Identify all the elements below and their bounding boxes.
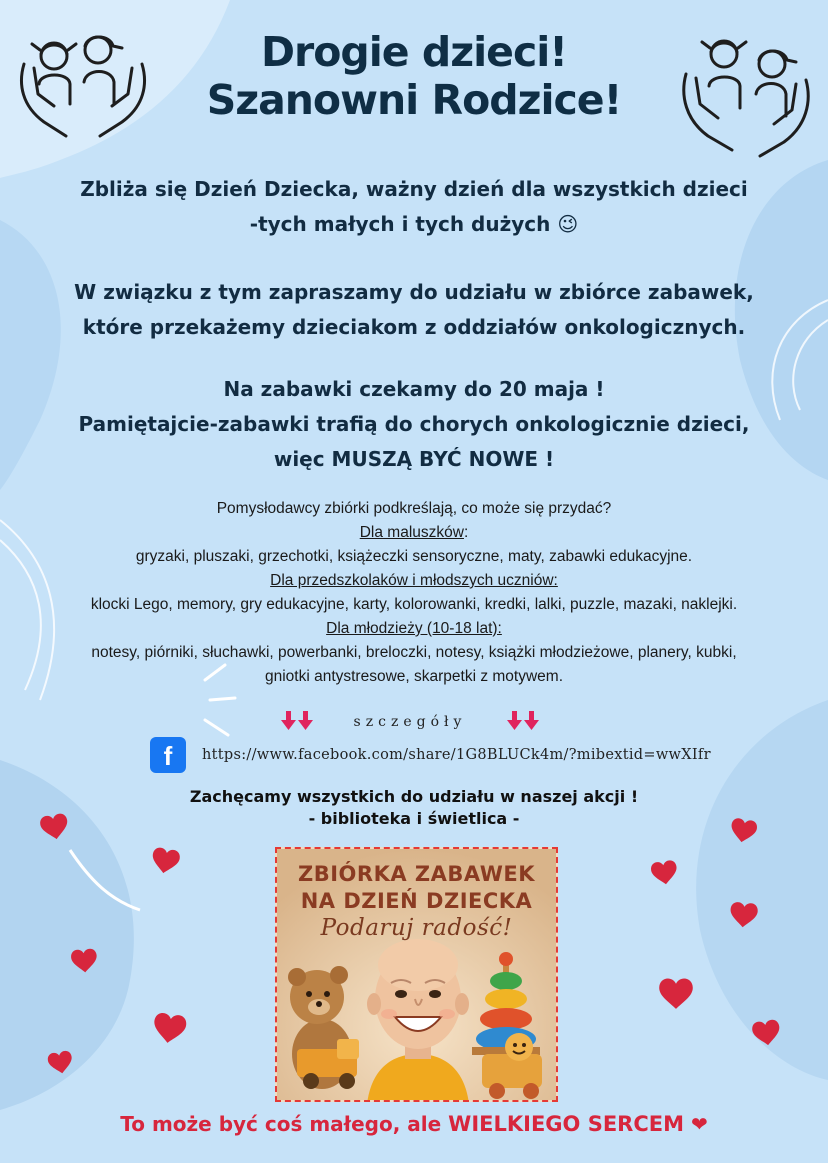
details-label: szczegóły (353, 714, 467, 730)
group-items-preschool: klocki Lego, memory, gry edukacyjne, karty, kolorowanki, kredki, lalki, puzzle, mazaki, naklejki. (90, 596, 738, 613)
wink-emoji-icon: 😉 (557, 212, 579, 236)
poster-heading (277, 861, 556, 942)
invite-paragraph (30, 275, 798, 345)
suggestions-intro: Pomysłodawcy zbiórki podkreślają, co może się przydać? (216, 500, 612, 517)
deadline-line-2: Pamiętajcie-zabawki trafią do chorych onkologicznie dzieci, (78, 412, 750, 436)
deadline-line-3: więc MUSZĄ BYĆ NOWE ! (273, 447, 555, 471)
group-heading-teens: Dla młodzieży (10-18 lat): (326, 620, 502, 637)
title-line-2: Szanowni Rodzice! (206, 76, 622, 124)
invite-line-2: które przekażemy dzieciakom z oddziałów onkologicznych. (82, 315, 746, 339)
facebook-link-row (150, 737, 770, 773)
heart-icon: ❤ (690, 1112, 708, 1136)
group-heading-babies: Dla maluszków (359, 524, 464, 541)
poster-line-2: NA DZIEŃ DZIECKA (300, 889, 533, 913)
suggestions-section (30, 497, 798, 689)
closing-line-1: Zachęcamy wszystkich do udziału w naszej akcji ! (189, 787, 639, 806)
intro-line-1: Zbliża się Dzień Dziecka, ważny dzień dla wszystkich dzieci (80, 177, 748, 201)
intro-line-2: -tych małych i tych dużych (249, 212, 551, 236)
toy-drive-poster (275, 847, 558, 1102)
page-title (0, 28, 828, 124)
footer-slogan (0, 1112, 828, 1136)
footer-emphasis: WIELKIEGO SERCEM (448, 1112, 684, 1136)
deadline-paragraph (30, 372, 798, 477)
title-line-1: Drogie dzieci! (260, 28, 568, 76)
closing-line-2: - biblioteka i świetlica - (308, 809, 520, 828)
group-items-teens-2: gniotki antystresowe, skarpetki z motywem. (264, 668, 564, 685)
group-items-babies: gryzaki, pluszaki, grzechotki, książeczki sensoryczne, maty, zabawki edukacyjne. (135, 548, 693, 565)
smiling-child-image (367, 939, 469, 1102)
group-heading-suffix: : (463, 524, 469, 541)
details-row (280, 709, 540, 735)
invite-line-1: W związku z tym zapraszamy do udziału w zbiórce zabawek, (74, 280, 754, 304)
facebook-icon[interactable]: f (150, 737, 186, 773)
group-heading-preschool: Dla przedszkolaków i młodszych uczniów: (270, 572, 558, 589)
intro-paragraph (30, 172, 798, 242)
facebook-link[interactable]: https://www.facebook.com/share/1G8BLUCk4m/?mibextid=wwXIfr (202, 747, 711, 763)
deadline-line-1: Na zabawki czekamy do 20 maja ! (223, 377, 605, 401)
group-items-teens-1: notesy, piórniki, słuchawki, powerbanki, breloczki, notesy, książki młodzieżowe, planery, kubki, (91, 644, 737, 661)
footer-text: To może być coś małego, ale (120, 1112, 449, 1136)
closing-text (60, 786, 768, 830)
double-down-arrow-icon (506, 710, 540, 734)
poster-line-3: Podaruj radość! (320, 915, 513, 941)
poster-line-1: ZBIÓRKA ZABAWEK (298, 862, 535, 886)
double-down-arrow-icon (280, 710, 314, 734)
